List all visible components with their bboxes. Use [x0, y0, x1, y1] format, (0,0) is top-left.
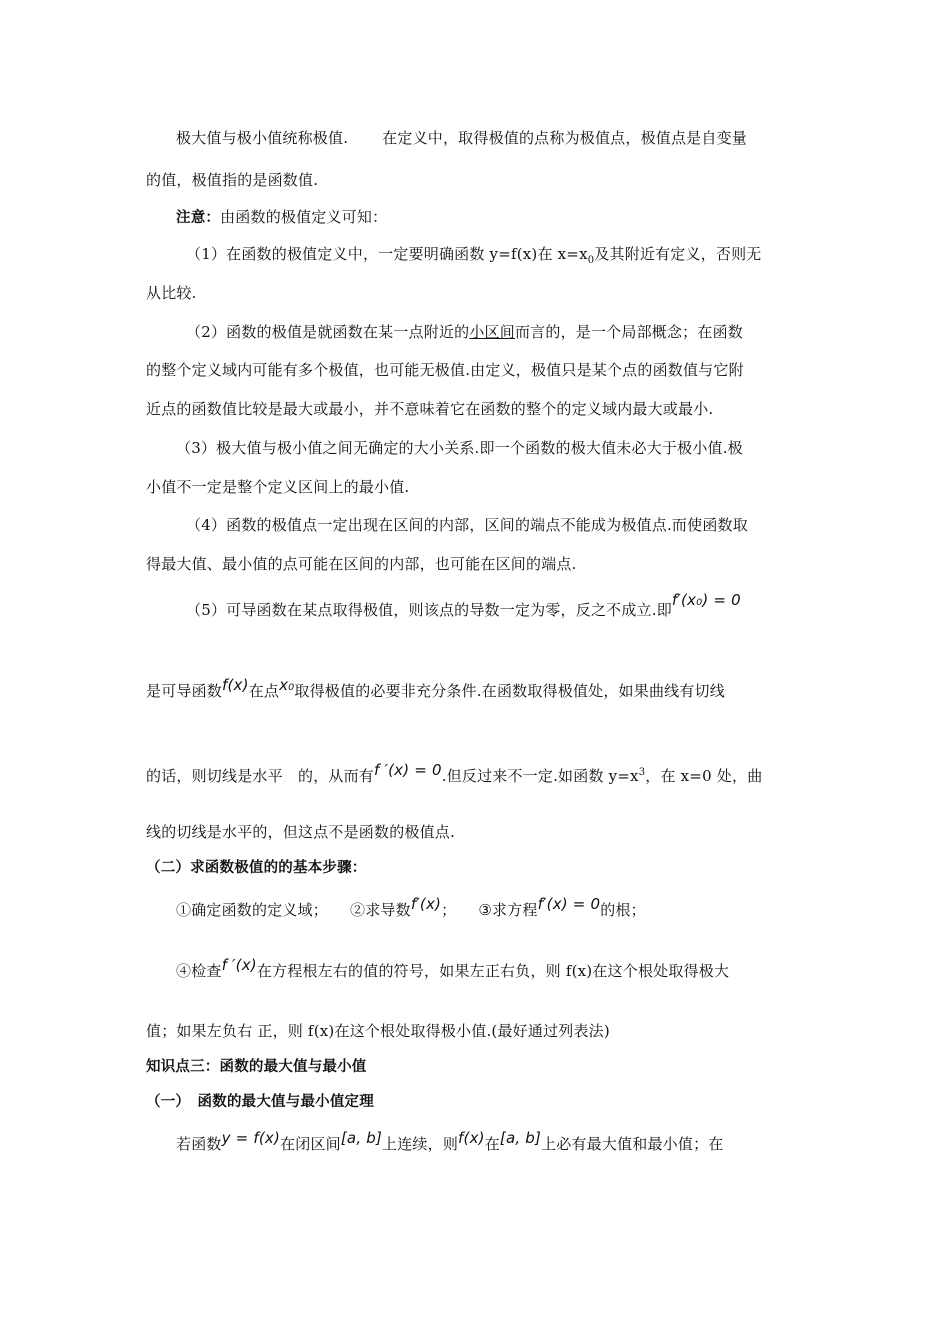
text-span: 上必有最大值和最小值；在	[541, 1135, 724, 1153]
text-line: （3）极大值与极小值之间无确定的大小关系.即一个函数的极大值未必大于极小值.极	[176, 439, 743, 457]
section-heading: （二）求函数极值的的基本步骤：	[146, 860, 367, 876]
underlined-text: 小区间	[469, 323, 515, 341]
text-span: （1）在函数的极值定义中，一定要明确函数 y=f(x)在 x=x	[186, 245, 588, 263]
formula: [a, b]	[499, 1129, 542, 1147]
text-span: ，在 x=0 处，曲	[645, 767, 763, 785]
text-span: 在闭区间	[280, 1135, 341, 1153]
formula: y = f(x)	[221, 1129, 281, 1147]
text-line	[186, 322, 743, 342]
note-line	[176, 207, 387, 228]
text-line: 值；如果左负右 正，则 f(x)在这个根处取得极小值.(最好通过列表法)	[146, 1022, 610, 1040]
text-span: 而言的，是一个局部概念；在函数	[514, 323, 743, 341]
formula: x₀	[279, 676, 295, 694]
text-span: （5）可导函数在某点取得极值，则该点的导数一定为零，反之不成立.即	[186, 601, 672, 619]
text-span: 的根；	[600, 901, 646, 919]
text-line: 线的切线是水平的，但这点不是函数的极值点.	[146, 823, 455, 841]
text-line: 得最大值、最小值的点可能在区间的内部，也可能在区间的端点.	[146, 555, 577, 573]
text-line: 的整个定义域内可能有多个极值，也可能无极值.由定义，极值只是某个点的函数值与它附	[146, 361, 744, 379]
text-span: 取得极值的必要非充分条件.在函数取得极值处，如果曲线有切线	[294, 682, 725, 700]
note-label: 注意：	[176, 210, 221, 226]
text-line: 近点的函数值比较是最大或最小，并不意味着它在函数的整个的定义域内最大或最小.	[146, 400, 714, 418]
text-span: 若函数	[176, 1135, 222, 1153]
text-line: 的值，极值指的是函数值.	[146, 171, 319, 189]
formula: f(x)	[222, 676, 249, 694]
text-line: （4）函数的极值点一定出现在区间的内部，区间的端点不能成为极值点.而使函数取	[186, 516, 748, 534]
formula: [a, b]	[340, 1129, 383, 1147]
superscript: 3	[638, 767, 646, 778]
text-span: 在方程根左右的值的符号，如果左正右负，则 f(x)在这个根处取得极大	[256, 962, 730, 980]
text-span: 在定义中，取得极值的点称为极值点，极值点是自变量	[382, 129, 747, 147]
knowledge-heading: 知识点三：函数的最大值与最小值	[146, 1059, 367, 1075]
text-span: 由函数的极值定义可知：	[220, 208, 388, 226]
text-span: 上连续，则	[382, 1135, 459, 1153]
text-span: .但反过来不一定.如函数 y=x	[441, 767, 639, 785]
text-span: ①确定函数的定义域；	[176, 901, 329, 919]
text-line	[186, 244, 762, 271]
subscript: 0	[587, 255, 595, 266]
text-line	[176, 128, 747, 148]
text-span: （2）函数的极值是就函数在某一点附近的	[186, 323, 470, 341]
formula: f ′(x)	[221, 956, 257, 974]
text-span: 极大值与极小值统称极值.	[176, 129, 349, 147]
subsection-heading: （一） 函数的最大值与最小值定理	[146, 1094, 374, 1110]
steps-line	[176, 895, 646, 920]
text-line	[146, 763, 762, 786]
text-span: ；	[441, 901, 457, 919]
text-span: 在点	[248, 682, 280, 700]
text-line	[176, 1129, 724, 1154]
formula: f′(x)	[410, 895, 442, 913]
text-span: ②求导数	[350, 901, 411, 919]
text-line: 小值不一定是整个定义区间上的最小值.	[146, 478, 410, 496]
text-line: 从比较.	[146, 284, 197, 302]
text-span: ④检查	[176, 962, 222, 980]
formula: f ′(x) = 0	[374, 761, 442, 779]
formula: f′(x₀) = 0	[671, 591, 741, 609]
text-span: 是可导函数	[146, 682, 223, 700]
text-line	[146, 676, 725, 701]
text-line	[186, 591, 741, 620]
text-span: 及其附近有定义，否则无	[594, 245, 762, 263]
text-span: ③求方程	[478, 901, 538, 919]
formula: f′(x) = 0	[537, 895, 601, 913]
text-span: 在	[484, 1135, 500, 1153]
steps-line	[176, 956, 730, 981]
text-span: 的话，则切线是水平 的，从而有	[146, 767, 375, 785]
formula: f(x)	[458, 1129, 485, 1147]
